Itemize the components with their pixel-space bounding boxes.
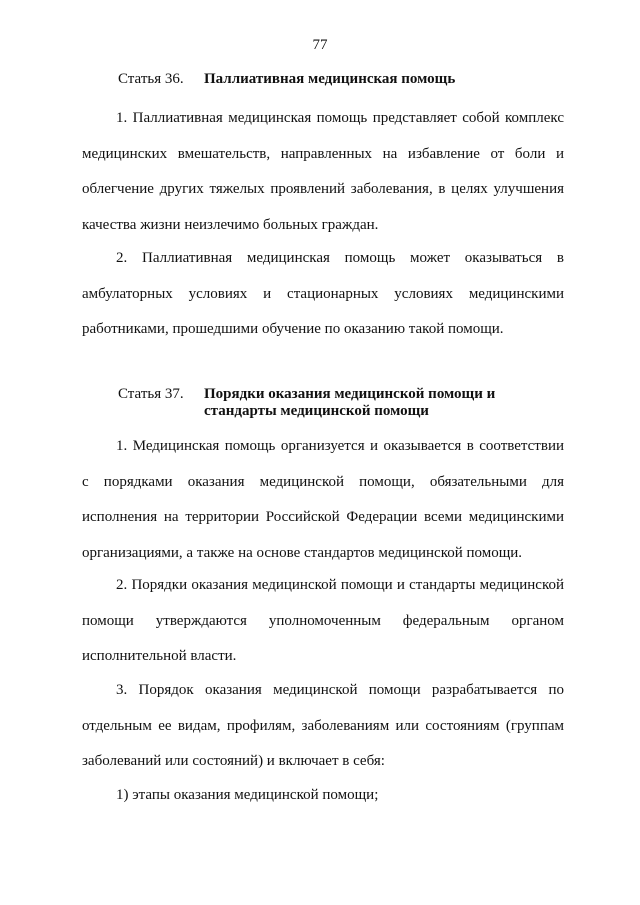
article-37-paragraph-1 [82, 436, 564, 578]
paragraph-line: работниками, прошедшими обучение по оказанию такой помощи. [82, 321, 504, 337]
paragraph-line: медицинских вмешательств, направленных на избавление от боли и [82, 145, 564, 162]
paragraph-line: 1. Паллиативная медицинская помощь представляет собой комплекс [116, 110, 564, 126]
paragraph-line: отдельным ее видам, профилям, заболеваниям или состояниям (группам [82, 717, 564, 734]
article-37-title-line: Порядки оказания медицинской помощи и [204, 386, 496, 402]
article-36-heading [118, 71, 455, 88]
paragraph-line: 2. Порядки оказания медицинской помощи и стандарты медицинской [116, 577, 564, 593]
article-36-title-line: Паллиативная медицинская помощь [204, 71, 456, 87]
paragraph-line: качества жизни неизлечимо больных граждан. [82, 216, 379, 233]
paragraph-line: 2. Паллиативная медицинская помощь может оказываться в [116, 250, 564, 266]
article-37-list-item-1 [82, 785, 564, 821]
paragraph-line: облегчение других тяжелых проявлений заболевания, в целях улучшения [82, 181, 564, 197]
article-37-title-line: стандарты медицинской помощи [204, 403, 429, 419]
paragraph-line: с порядками оказания медицинской помощи, обязательными для [82, 473, 564, 490]
paragraph-line: амбулаторных условиях и стационарных условиях медицинскими [82, 285, 564, 302]
paragraph-line: 1. Медицинская помощь организуется и оказывается в соответствии [116, 438, 564, 454]
page-number: 77 [312, 37, 328, 53]
paragraph-line: заболеваний или состояний) и включает в себя: [82, 753, 385, 769]
article-36-paragraph-1 [82, 108, 564, 250]
paragraph-line: 3. Порядок оказания медицинской помощи разрабатывается по [116, 682, 564, 698]
article-37-paragraph-3 [82, 680, 564, 787]
paragraph-line: организациями, а также на основе стандартов медицинской помощи. [82, 544, 523, 561]
paragraph-line: 1) этапы оказания медицинской помощи; [116, 787, 379, 803]
paragraph-line: исполнительной власти. [82, 648, 237, 664]
article-36-paragraph-2 [82, 248, 564, 355]
article-36-title [204, 71, 455, 88]
article-37-title [204, 386, 495, 420]
article-37-label: Статья 37. [118, 386, 184, 402]
article-37-paragraph-2 [82, 575, 564, 682]
paragraph-line: помощи утверждаются уполномоченным федеральным органом [82, 612, 564, 629]
article-37-heading [118, 386, 495, 420]
article-36-label: Статья 36. [118, 71, 184, 87]
paragraph-line: исполнения на территории Российской Федерации всеми медицинскими [82, 509, 564, 525]
